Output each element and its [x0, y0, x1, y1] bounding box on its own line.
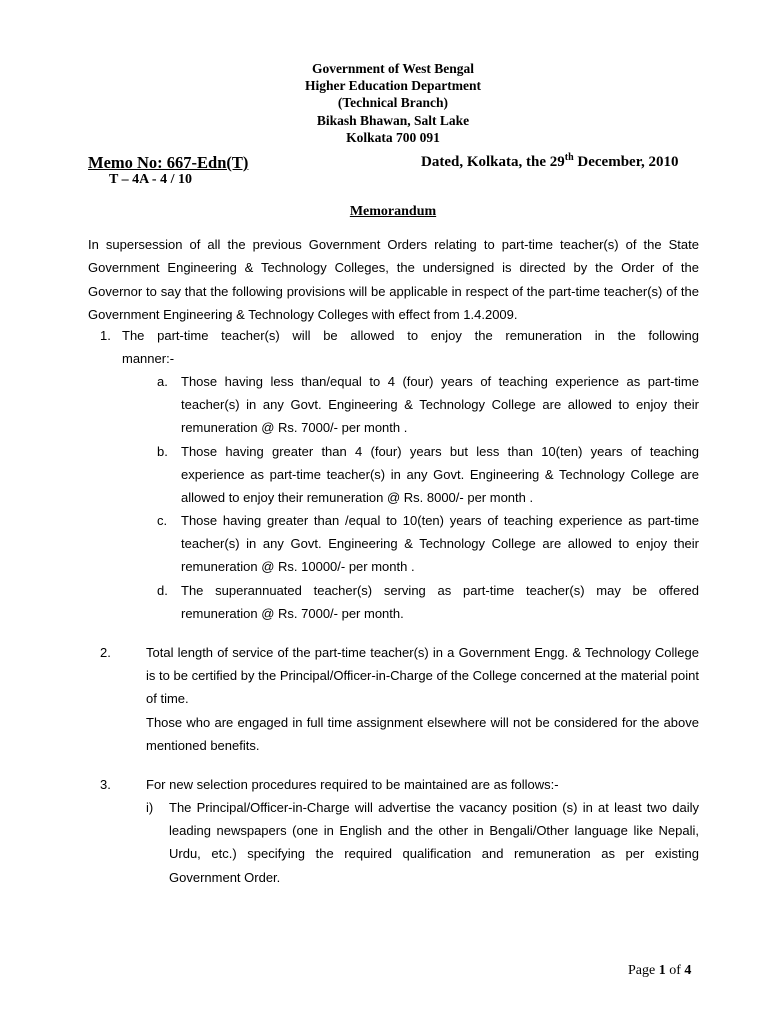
- intro-paragraph: In supersession of all the previous Government Orders relating to part-time teacher(s) of the State Government Engineering & Technology Colleges, the undersigned is directed by the Order of the Governor to say that the following provisions will be applicable in respect of the part-time teacher(s) of the Government Engineering & Technology Colleges with effect from 1.4.2009.: [88, 237, 699, 322]
- letterhead-line: Higher Education Department: [305, 78, 481, 94]
- item-number: 1.: [100, 328, 111, 343]
- letterhead-line: Kolkata 700 091: [346, 129, 440, 145]
- memorandum-heading: Memorandum: [349, 204, 437, 219]
- letterhead: [0, 60, 770, 146]
- page-number: [628, 963, 691, 979]
- item-text: For new selection procedures required to be maintained are as follows:-: [146, 777, 559, 792]
- item-text: Total length of service of the part-time teacher(s) in a Government Engg. & Technology College is to be certified by the Principal/Officer-in-Charge of the College concerned at the material point of time.: [146, 645, 699, 707]
- sub-item-text: Those having greater than 4 (four) years but less than 10(ten) years of teaching experience as part-time teacher(s) in any Govt. Engineering & Technology College are allowed to enjoy their remuneration @ Rs. 8000/- per month .: [181, 444, 699, 506]
- page-total: 4: [684, 963, 692, 978]
- date-prefix: Dated, Kolkata, the 29: [421, 154, 565, 170]
- sub-item-text: The Principal/Officer-in-Charge will advertise the vacancy position (s) in at least two daily leading newspapers (one in English and the other in Bengali/Other language like Nepali, Urdu, etc.) specifying the required qualification and remuneration as per existing Government Order.: [169, 800, 699, 885]
- sub-item-text: The superannuated teacher(s) serving as part-time teacher(s) may be offered remuneration @ Rs. 7000/- per month.: [181, 583, 699, 622]
- sub-item-marker: b.: [157, 444, 168, 459]
- sub-item-text: Those having less than/equal to 4 (four) years of teaching experience as part-time teacher(s) in any Govt. Engineering & Technology College are allowed to enjoy their remuneration @ Rs. 7000/- per month .: [181, 374, 699, 436]
- letterhead-line: Bikash Bhawan, Salt Lake: [316, 112, 470, 128]
- memo-date: [421, 154, 679, 171]
- page-mid: of: [665, 963, 685, 978]
- sub-item-marker: c.: [157, 513, 168, 528]
- sub-item-marker: d.: [157, 583, 168, 598]
- item-number: 2.: [100, 645, 111, 660]
- sub-item-text: Those having greater than /equal to 10(ten) years of teaching experience as part-time teacher(s) in any Govt. Engineering & Technology College are allowed to enjoy their remuneration @ Rs. 10000/- per month .: [181, 513, 699, 575]
- sub-item-marker: a.: [157, 374, 168, 389]
- sub-item-marker: i): [146, 800, 154, 815]
- letterhead-line: (Technical Branch): [337, 95, 449, 111]
- letterhead-line: Government of West Bengal: [311, 61, 475, 76]
- date-suffix: December, 2010: [573, 154, 679, 170]
- file-reference: T – 4A - 4 / 10: [109, 172, 192, 187]
- page-prefix: Page: [628, 963, 659, 978]
- item-number: 3.: [100, 777, 111, 792]
- page-current: 1: [658, 963, 666, 978]
- memo-number: Memo No: 667-Edn(T): [88, 153, 249, 172]
- item-text: The part-time teacher(s) will be allowed to enjoy the remuneration in the following: [122, 328, 699, 343]
- item-continuation: manner:-: [122, 351, 175, 366]
- date-superscript: th: [564, 152, 574, 163]
- item-text: Those who are engaged in full time assignment elsewhere will not be considered for the above mentioned benefits.: [146, 715, 699, 754]
